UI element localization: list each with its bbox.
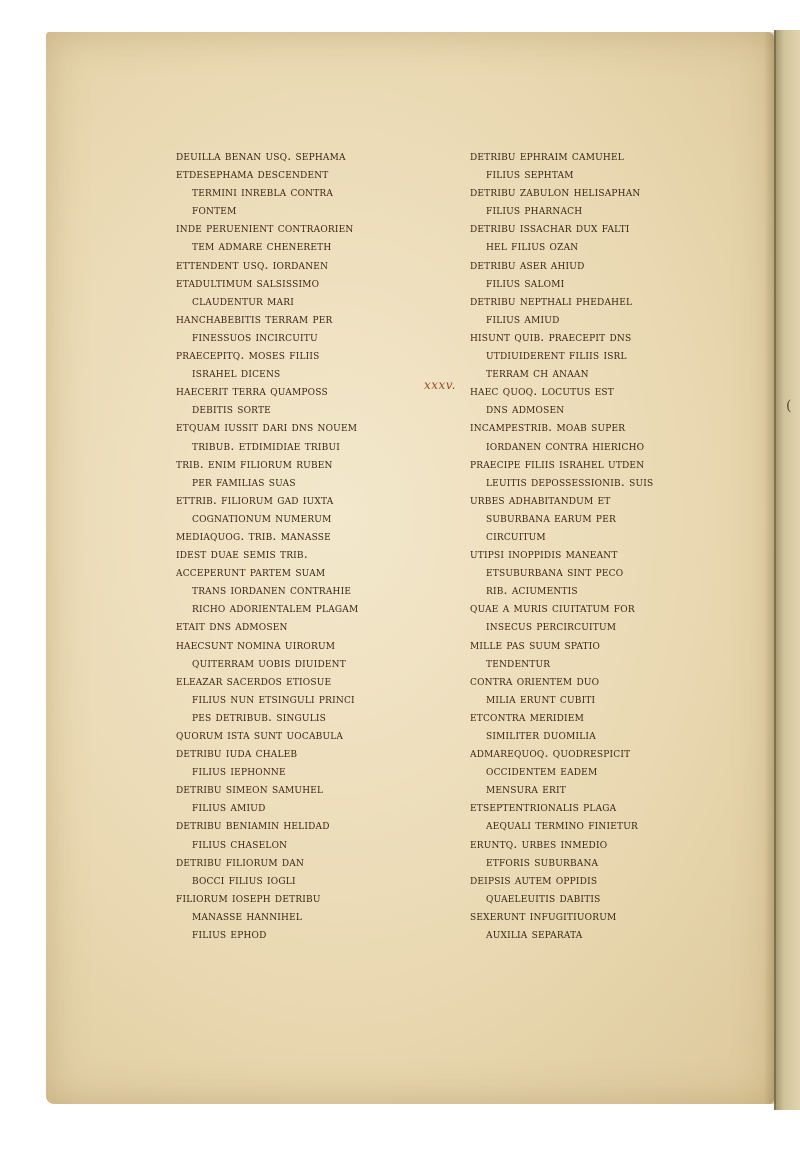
left-column-line: deuilla benan usq. sephama [176,148,346,163]
right-column-line: sexerunt infugitiuorum [470,907,617,923]
left-column-line: inde peruenient contraorien [176,220,354,236]
page-gutter-shadow [764,32,776,1104]
right-column-line: etseptentrionalis plaga [470,799,617,815]
left-column-line: detribu filiorum dan [176,853,305,869]
left-column-line: haecerit terra quamposs [176,383,328,399]
right-column-line: quaeleuitis dabitis [486,889,601,905]
right-column-line: filius sephtam [486,166,574,182]
right-column-line: haec quoq. locutus est [470,383,614,399]
right-column-line: detribu aser ahiud [470,256,585,272]
right-column-line: etsuburbana sint peco [486,564,624,580]
left-column-line: pes detribub. singulis [192,708,327,724]
left-column-line: ettrib. filiorum gad iuxta [176,491,334,507]
right-column-line: utipsi inoppidis maneant [470,546,618,562]
left-column-line: filiorum ioseph detribu [176,889,321,905]
left-column-line: eleazar sacerdos etiosue [176,672,332,688]
right-column-line: tendentur [486,654,551,670]
text-column-left [176,147,438,943]
left-column-line: debitis sorte [192,401,271,417]
left-column-line: filius chaselon [192,835,288,851]
right-column-line: detribu ephraim camuhel [470,148,624,163]
right-column-line: utdiuiderent filiis isrl [486,347,627,363]
right-column-line: hisunt quib. praecepit dns [470,328,632,344]
left-column-line: fontem [192,202,237,218]
left-column-line: trib. enim filiorum ruben [176,455,333,471]
right-column-line: suburbana earum per [486,509,616,525]
right-column-line: mille pas suum spatio [470,636,601,652]
right-column-line: insecus percircuitum [486,618,617,634]
right-column-line: hel filius ozan [486,238,579,254]
right-column-line: milia erunt cubiti [486,690,596,706]
right-column-line: circuitum [486,527,546,543]
left-column-line: quiterram uobis diuident [192,654,346,670]
left-column-line: trans iordanen contrahie [192,582,352,598]
left-column-line: etquam iussit dari dns nouem [176,419,358,435]
left-column-line: etadultimum salsissimo [176,274,320,290]
left-column-line: per familias suas [192,473,296,489]
right-column-line: etforis suburbana [486,853,599,869]
left-column-line: mediaquog. trib. manasse [176,527,331,543]
left-column-line: cognationum numerum [192,509,332,525]
right-column-line: leuitis depossessionib. suis [486,473,654,489]
left-column-line: termini inrebla contra [192,184,334,200]
left-column-line: detribu iuda chaleb [176,745,298,761]
right-column-line: iordanen contra hiericho [486,437,645,453]
left-column-line: finessuos incircuitu [192,328,318,344]
right-column-line: filius salomi [486,274,565,290]
right-column-line: eruntq. urbes inmedio [470,835,608,851]
right-column-line: deipsis autem oppidis [470,871,598,887]
left-column-line: filius amiud [192,799,266,815]
right-column-line: detribu issachar dux falti [470,220,630,236]
left-column-line: manasse hannihel [192,907,303,923]
right-column-line: auxilia separata [486,926,583,942]
right-margin-mark: ( [786,398,792,414]
right-column-line: admarequoq. quodrespicit [470,745,631,761]
right-column-line: rib. aciumentis [486,582,578,598]
left-column-line: tribub. etdimidiae tribui [192,437,341,453]
left-column-line: acceperunt partem suam [176,564,326,580]
right-column-line: detribu zabulon helisaphan [470,184,641,200]
right-column-line: similiter duomilia [486,727,596,742]
right-column-line: praecipe filiis israhel utden [470,455,645,471]
left-column-line: claudentur mari [192,292,294,308]
left-column-line: detribu simeon samuhel [176,781,324,797]
right-column-line: detribu nepthali phedahel [470,292,633,308]
right-column-line: filius amiud [486,310,560,326]
next-page-edge [774,30,800,1110]
right-column-line: incampestrib. moab super [470,419,626,435]
right-column-line: mensura erit [486,781,566,797]
left-column-line: idest duae semis trib. [176,546,308,562]
right-column-line: etcontra meridiem [470,708,585,724]
left-column-line: haecsunt nomina uirorum [176,636,336,652]
left-column-line: hanchabebitis terram per [176,310,333,326]
left-column-line: etdesephama descendent [176,166,329,182]
left-column-line: richo adorientalem plagam [192,600,359,616]
left-column-line: bocci filius iogli [192,871,296,887]
right-column-line: terram ch anaan [486,365,589,381]
right-column-line: dns admosen [486,401,565,417]
right-column-line: aequali termino finietur [486,817,639,833]
right-column-line: contra orientem duo [470,672,600,688]
left-column-line: filius ephod [192,926,267,942]
left-column-line: israhel dicens [192,365,281,381]
left-column-line: ettendent usq. iordanen [176,256,329,272]
left-column-line: quorum ista sunt uocabula [176,727,344,742]
right-column-line: occidentem eadem [486,763,598,779]
right-column-line: quae a muris ciuitatum for [470,600,635,616]
left-column-line: filius nun etsinguli princi [192,690,355,706]
text-column-right [470,147,720,943]
left-column-line: tem admare chenereth [192,238,332,254]
marginal-chapter-note: xxxv. [424,378,456,392]
left-column-line: etait dns admosen [176,618,288,634]
right-column-line: filius pharnach [486,202,583,218]
left-column-line: filius iephonne [192,763,286,779]
right-column-line: urbes adhabitandum et [470,491,611,507]
left-column-line: detribu beniamin helidad [176,817,330,833]
left-column-line: praecepitq. moses filiis [176,347,320,363]
